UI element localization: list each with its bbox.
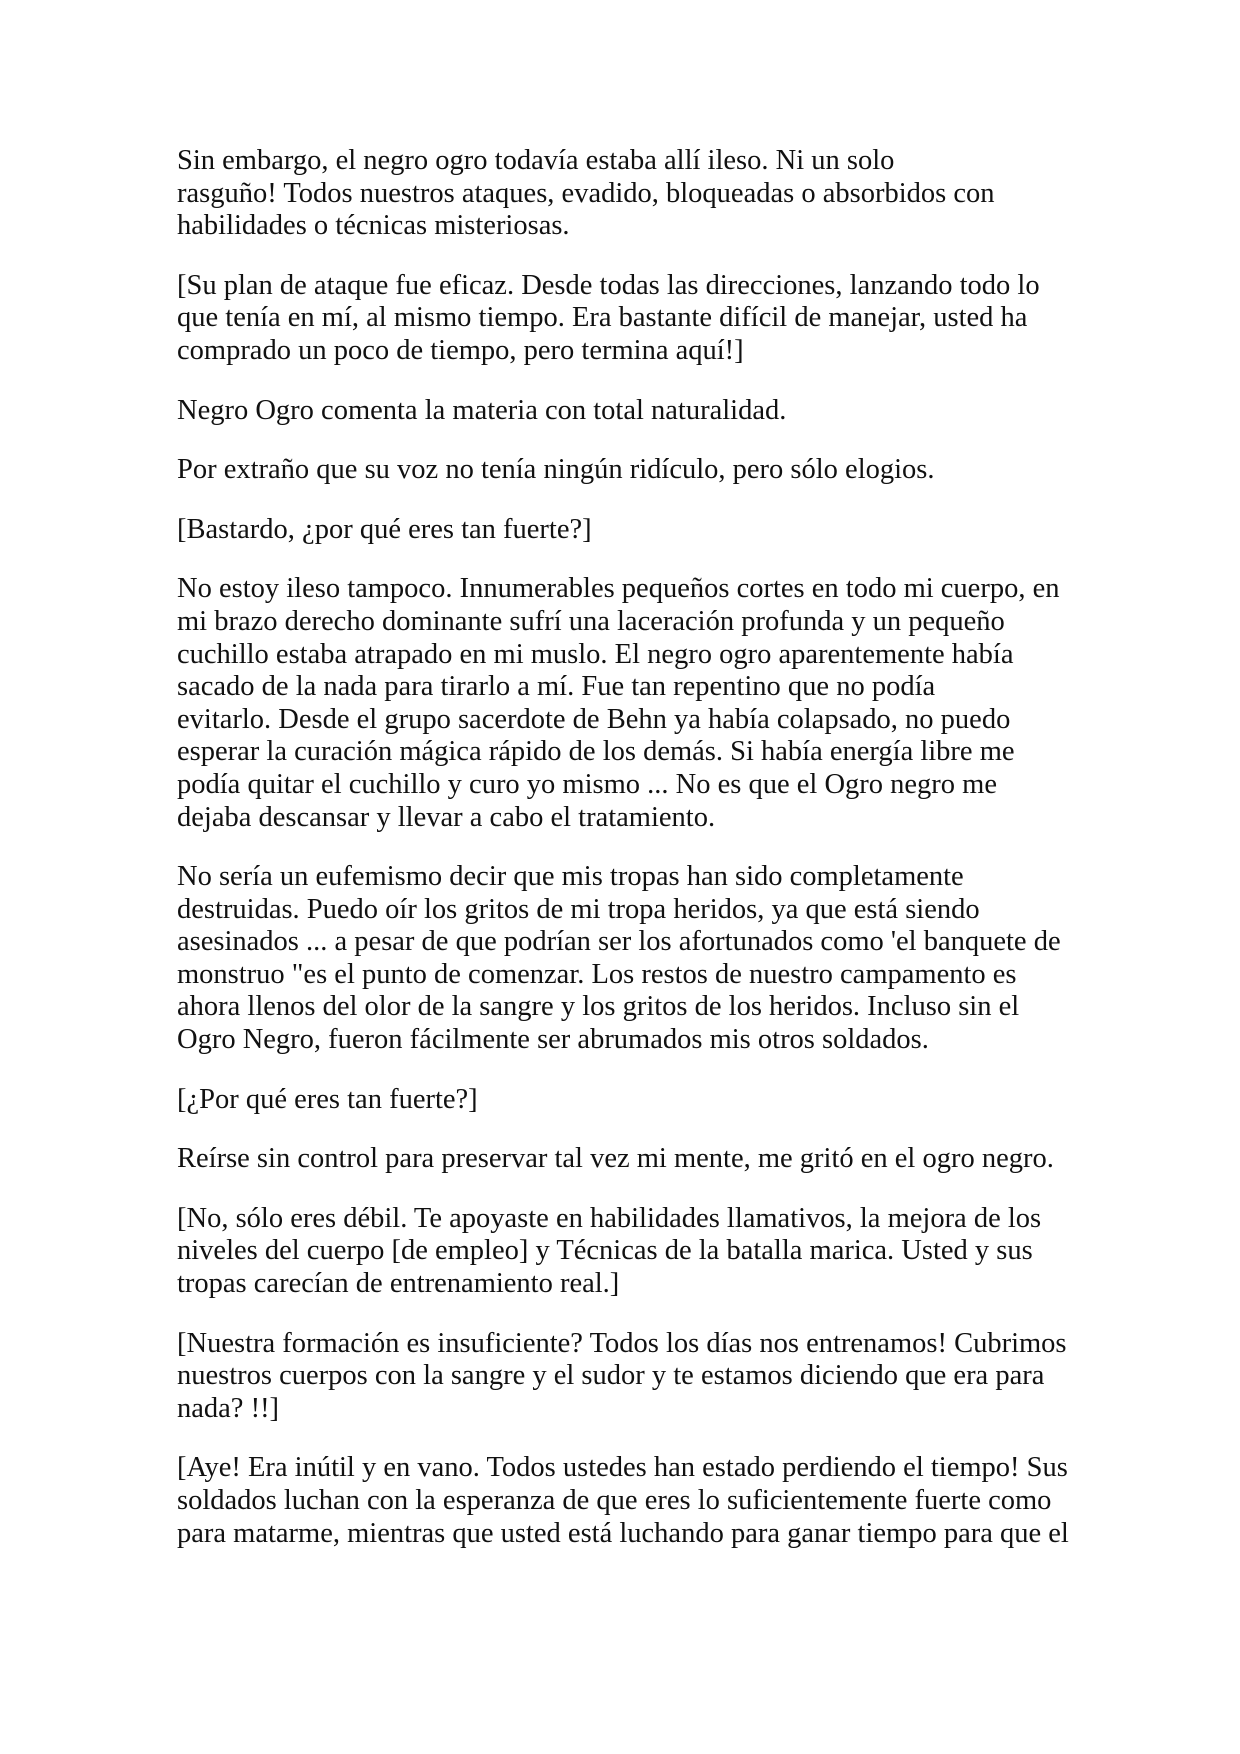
paragraph: No estoy ileso tampoco. Innumerables pequeños cortes en todo mi cuerpo, en mi brazo derecho dominante sufrí una laceración profunda y un pequeño cuchillo estaba atrapado en mi muslo. El negro ogro aparentemente había sacado de la nada para tirarlo a mí. Fue tan repentino que no podía evitarlo. Desde el grupo sacerdote de Behn ya había colapsado, no puedo esperar la curación mágica rápido de los demás. Si había energía libre me podía quitar el cuchillo y curo yo mismo ... No es que el Ogro negro me dejaba descansar y llevar a cabo el tratamiento. (177, 573, 1060, 833)
paragraph: [¿Por qué eres tan fuerte?] (177, 1083, 478, 1115)
paragraph: [Nuestra formación es insuficiente? Todos los días nos entrenamos! Cubrimos nuestros cuerpos con la sangre y el sudor y te estamos diciendo que era para nada? !!] (177, 1327, 1067, 1424)
paragraph: [No, sólo eres débil. Te apoyaste en habilidades llamativos, la mejora de los niveles del cuerpo [de empleo] y Técnicas de la batalla marica. Usted y sus tropas carecían de entrenamiento real.] (177, 1202, 1042, 1300)
document-page (177, 145, 1077, 1577)
paragraph: [Aye! Era inútil y en vano. Todos ustedes han estado perdiendo el tiempo! Sus soldados luchan con la esperanza de que eres lo suficientemente fuerte como para matarme, mientras que usted está luchando para ganar tiempo para que el (177, 1452, 1069, 1549)
paragraph: Negro Ogro comenta la materia con total naturalidad. (177, 394, 787, 426)
paragraph: Por extraño que su voz no tenía ningún ridículo, pero sólo elogios. (177, 454, 935, 486)
paragraph: No sería un eufemismo decir que mis tropas han sido completamente destruidas. Puedo oír los gritos de mi tropa heridos, ya que está siendo asesinados ... a pesar de que podrían ser los afortunados como 'el banquete de monstruo "es el punto de comenzar. Los restos de nuestro campamento es ahora llenos del olor de la sangre y los gritos de los heridos. Incluso sin el Ogro Negro, fueron fácilmente ser abrumados mis otros soldados. (177, 861, 1061, 1056)
paragraph: Reírse sin control para preservar tal vez mi mente, me gritó en el ogro negro. (177, 1143, 1054, 1175)
paragraph: Sin embargo, el negro ogro todavía estaba allí ileso. Ni un solo rasguño! Todos nuestros ataques, evadido, bloqueadas o absorbidos con habilidades o técnicas misteriosas. (177, 145, 995, 242)
paragraph: [Bastardo, ¿por qué eres tan fuerte?] (177, 513, 592, 545)
paragraph: [Su plan de ataque fue eficaz. Desde todas las direcciones, lanzando todo lo que tenía en mí, al mismo tiempo. Era bastante difícil de manejar, usted ha comprado un poco de tiempo, pero termina aquí!] (177, 269, 1040, 366)
